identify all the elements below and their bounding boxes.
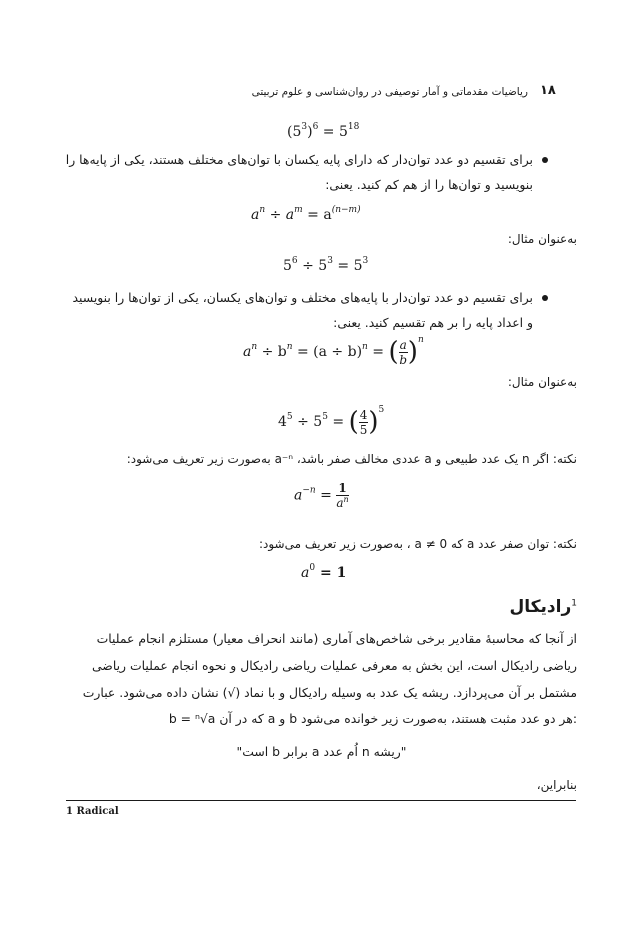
footnote-marker: 1 xyxy=(571,598,577,609)
formula-same-exponent-division: $a^n \div b^n = (a \div b)^n$ = ( $\frac{a}{b}$ )$^n$ xyxy=(243,335,424,367)
formula-power-of-power: $(5^3)^6 = 5^{18}$ xyxy=(287,122,360,140)
radical-paragraph-line-3: مشتمل بر آن می‌پردازد. ریشه یک عدد به وسیله رادیکال و با نماد (√) نشان داده می‌شود. عبارت xyxy=(82,685,577,700)
formula-example-2: $4^5 \div 5^5$ = ( $\frac{4}{5}$ )$^5$ xyxy=(278,405,385,437)
note-negative-exponent: نکته: اگر n یک عدد طبیعی و a عددی مخالف صفر باشد، a⁻ⁿ به‌صورت زیر تعریف می‌شود: xyxy=(126,452,577,466)
closing-word: بنابراین، xyxy=(536,778,577,792)
bullet-1-line-2: بنویسید و توان‌ها را از هم کم کنید. یعنی: xyxy=(325,177,533,192)
footnote-text: 1 Radical xyxy=(66,806,119,817)
note-zero-exponent: نکته: توان صفر عدد a که a ≠ 0 ، به‌صورت زیر تعریف می‌شود: xyxy=(258,537,577,551)
bullet-dot xyxy=(542,295,548,301)
bullet-2-line-1: برای تقسیم دو عدد توان‌دار با پایه‌های مختلف و توان‌های یکسان، یکی از توان‌ها را بنویسید xyxy=(72,290,533,305)
example-label: به‌عنوان مثال: xyxy=(507,232,577,246)
bullet-2-line-2: و اعداد پایه را بر هم تقسیم کنید. یعنی: xyxy=(333,315,533,330)
formula-negative-exponent: $a^{-n}$ = $\frac{1}{a^n}$ xyxy=(294,481,349,510)
bullet-dot xyxy=(542,157,548,163)
page-number: ۱۸ xyxy=(540,83,556,98)
example-label: به‌عنوان مثال: xyxy=(507,375,577,389)
radical-paragraph-line-1: از آنجا که محاسبهٔ مقادیر برخی شاخص‌های آماری (مانند انحراف معیار) مستلزم انجام عملیات xyxy=(96,631,577,646)
running-title: ریاضیات مقدماتی و آمار توصیفی در روان‌شناسی و علوم تربیتی xyxy=(251,86,528,98)
bullet-1-line-1: برای تقسیم دو عدد توان‌دار که دارای پایه یکسان با توان‌های مختلف هستند، یکی از پایه‌ها را xyxy=(65,152,533,167)
formula-zero-exponent: $a^0 = 1$ xyxy=(301,563,347,581)
radical-reading-quote: "ریشه n اُم عدد a برابر b است" xyxy=(236,744,407,759)
radical-paragraph-line-2: ریاضی رادیکال است، این بخش به معرفی عملیات ریاضی رادیکال و نحوه انجام عملیات ریاضی xyxy=(91,658,577,673)
formula-same-base-division: $a^n \div a^m = a^{(n-m)}$ xyxy=(251,205,361,223)
section-title-radical: $^1$رادیکال xyxy=(509,597,577,617)
footnote-divider xyxy=(66,800,576,801)
formula-example-1: $5^6 \div 5^3 = 5^3$ xyxy=(283,256,369,274)
radical-paragraph-line-4: b = ⁿ√a که در آن a و b هر دو عدد مثبت هستند، به‌صورت زیر خوانده می‌شود: xyxy=(168,711,577,726)
